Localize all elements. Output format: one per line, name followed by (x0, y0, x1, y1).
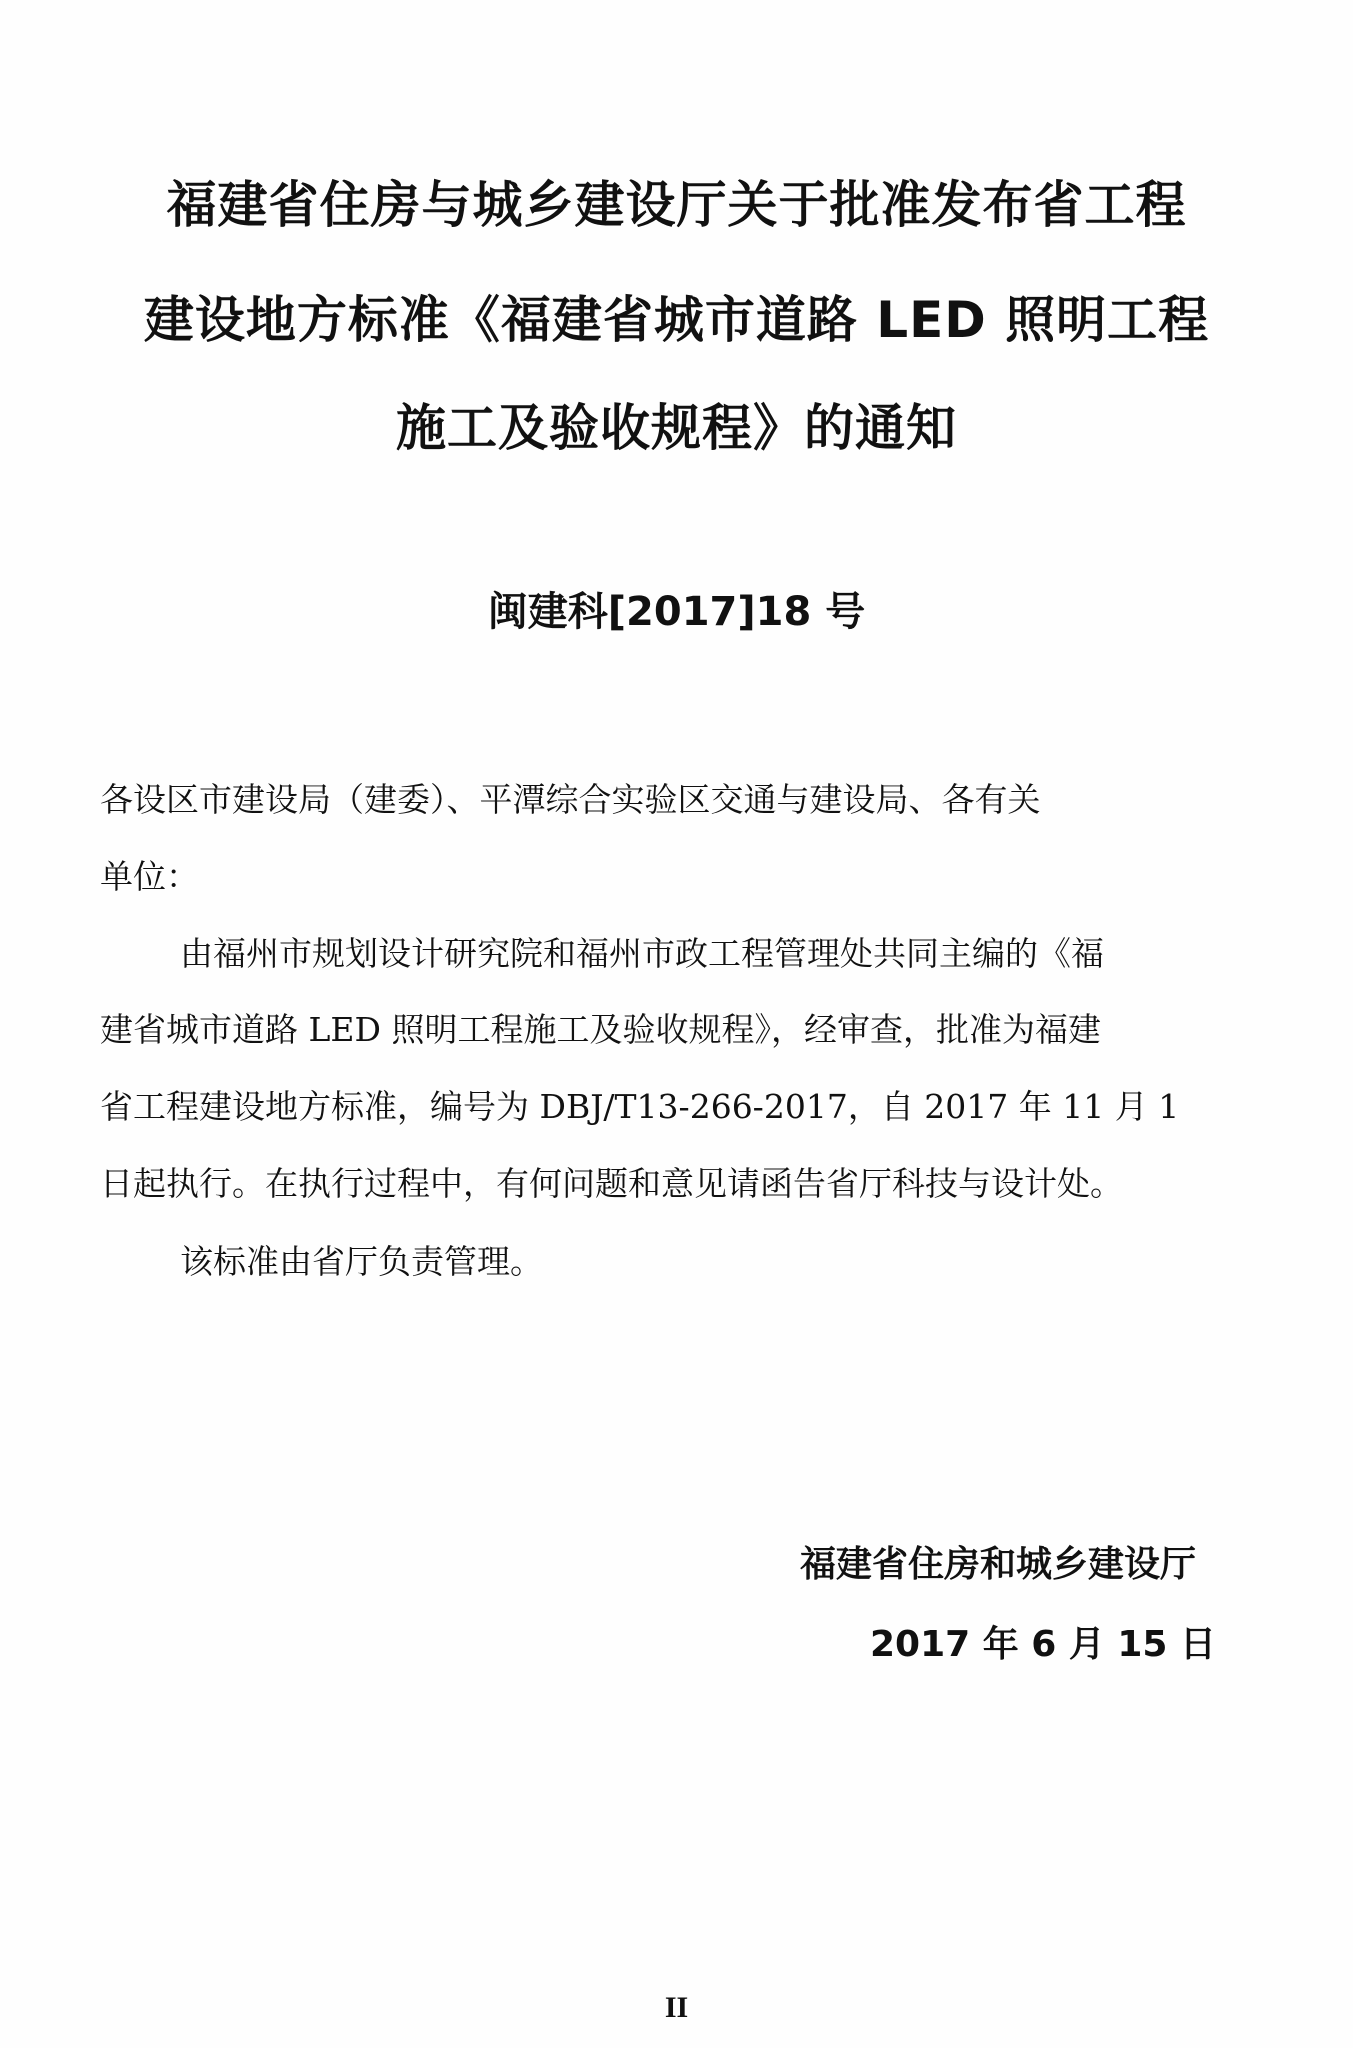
page-number: II (664, 1991, 689, 2024)
body-line-4: 建省城市道路 LED 照明工程施工及验收规程》，经审查，批准为福建 (100, 1010, 1101, 1049)
title-line-2: 建设地方标准《福建省城市道路 LED 照明工程 (143, 291, 1210, 349)
title-line-3: 施工及验收规程》的通知 (396, 399, 957, 457)
body-line-6: 日起执行。在执行过程中，有何问题和意见请函告省厅科技与设计处。 (100, 1164, 1123, 1203)
body-line-1: 各设区市建设局（建委）、平潭综合实验区交通与建设局、各有关 (100, 780, 1041, 819)
body-line-7: 该标准由省厅负责管理。 (180, 1242, 543, 1281)
signature-date: 2017 年 6 月 15 日 (870, 1624, 1217, 1665)
body-line-5: 省工程建设地方标准，编号为 DBJ/T13-266-2017，自 2017 年 11 月 1 (100, 1087, 1180, 1126)
title-line-1: 福建省住房与城乡建设厅关于批准发布省工程 (166, 176, 1187, 234)
document-number: 闽建科[2017]18 号 (487, 589, 866, 635)
body-line-3: 由福州市规划设计研究院和福州市政工程管理处共同主编的《福 (180, 934, 1104, 973)
signature-organization: 福建省住房和城乡建设厅 (800, 1544, 1197, 1585)
body-line-2: 单位： (100, 857, 199, 896)
